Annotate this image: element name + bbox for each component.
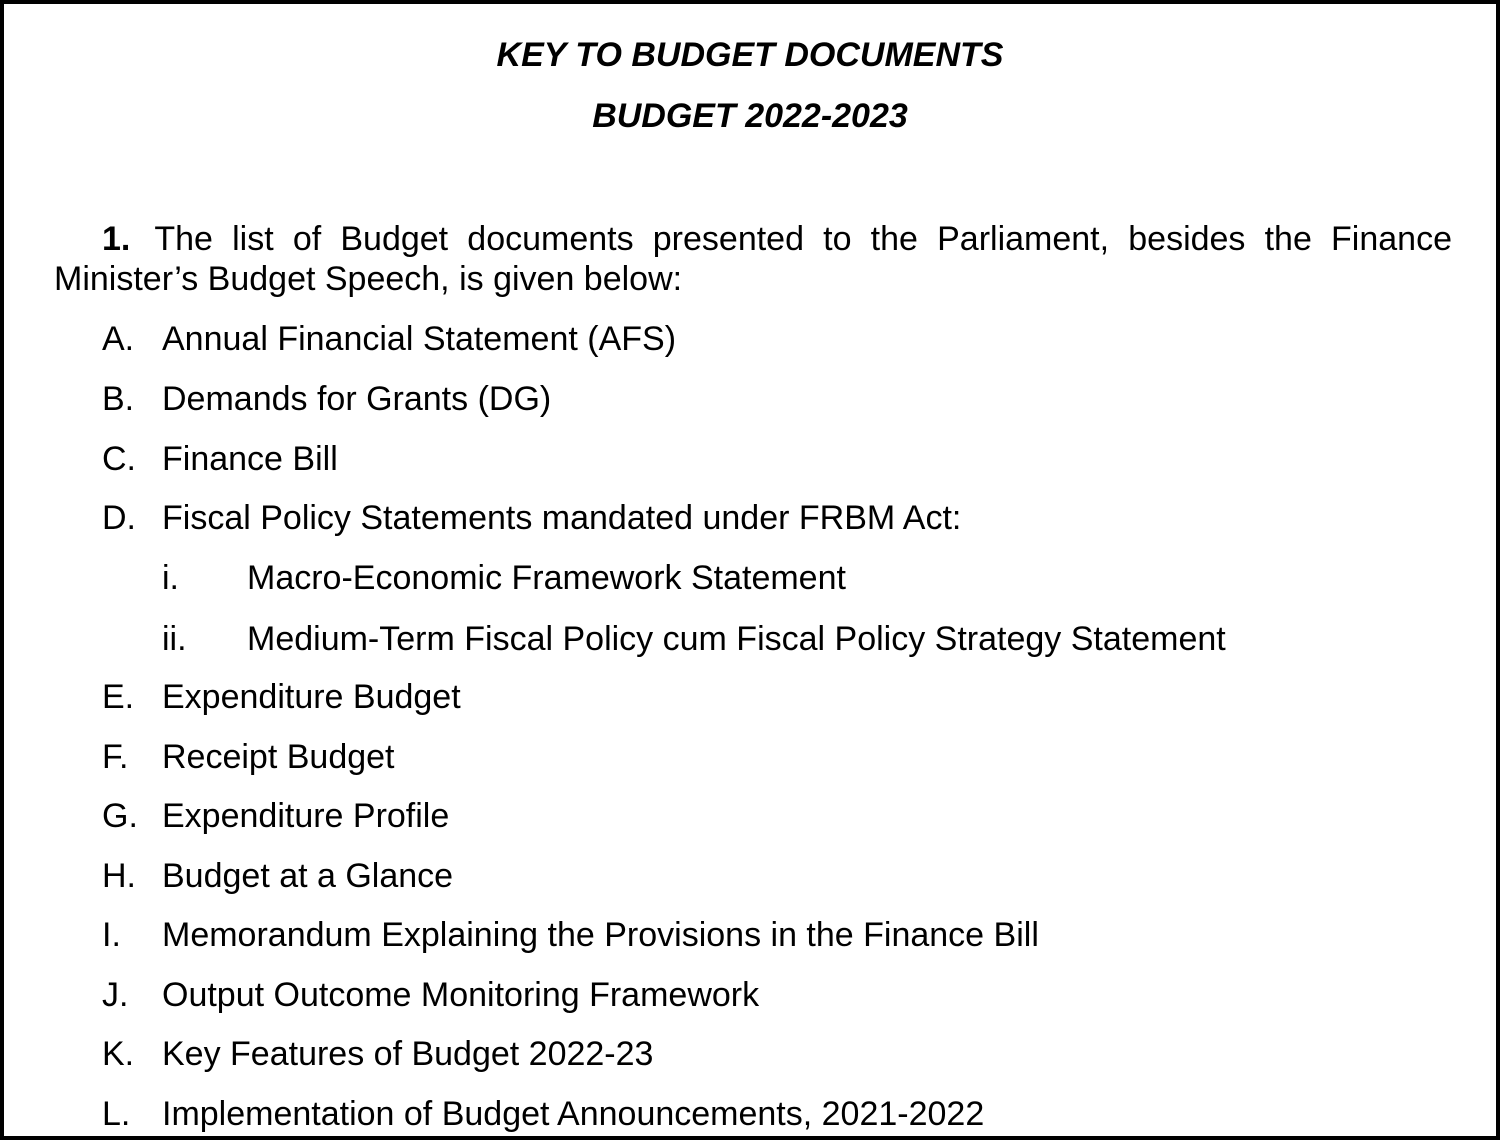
list-item-text: Memorandum Explaining the Provisions in the Finance Bill (162, 916, 1039, 954)
list-item-letter: B. (102, 380, 135, 418)
sub-item-numeral: i. (162, 559, 179, 597)
list-item-text: Output Outcome Monitoring Framework (162, 976, 760, 1014)
list-item-text: Demands for Grants (DG) (162, 380, 552, 418)
list-item-text: Implementation of Budget Announcements, 2021-2022 (162, 1095, 985, 1133)
list-item-letter: C. (102, 440, 136, 478)
list-item-letter: J. (102, 976, 129, 1014)
list-item-text: Receipt Budget (162, 738, 395, 776)
list-item-text: Fiscal Policy Statements mandated under FRBM Act: (162, 499, 962, 537)
sub-item-text: Medium-Term Fiscal Policy cum Fiscal Policy Strategy Statement (247, 620, 1226, 658)
list-item-text: Expenditure Budget (162, 678, 461, 716)
list-item-letter: I. (102, 916, 121, 954)
list-item-letter: A. (102, 320, 135, 358)
list-item-letter: F. (102, 738, 129, 776)
intro-paragraph (54, 219, 1452, 299)
sub-item-numeral: ii. (162, 620, 187, 658)
paragraph-text: The list of Budget documents presented to the Parliament, besides the Finance Minister’s Budget Speech, is given below: (54, 220, 1452, 298)
list-item-letter: K. (102, 1035, 135, 1073)
list-item-text: Expenditure Profile (162, 797, 450, 835)
document-subtitle: BUDGET 2022-2023 (592, 97, 908, 135)
list-item-letter: L. (102, 1095, 131, 1133)
sub-item-text: Macro-Economic Framework Statement (247, 559, 846, 597)
paragraph-number: 1. (102, 220, 131, 258)
document-title: KEY TO BUDGET DOCUMENTS (496, 36, 1004, 74)
list-item-letter: E. (102, 678, 135, 716)
list-item-letter: D. (102, 499, 136, 537)
list-item-letter: G. (102, 797, 138, 835)
list-item-letter: H. (102, 857, 136, 895)
list-item-text: Budget at a Glance (162, 857, 454, 895)
list-item-text: Annual Financial Statement (AFS) (162, 320, 677, 358)
list-item-text: Finance Bill (162, 440, 338, 478)
list-item-text: Key Features of Budget 2022-23 (162, 1035, 654, 1073)
